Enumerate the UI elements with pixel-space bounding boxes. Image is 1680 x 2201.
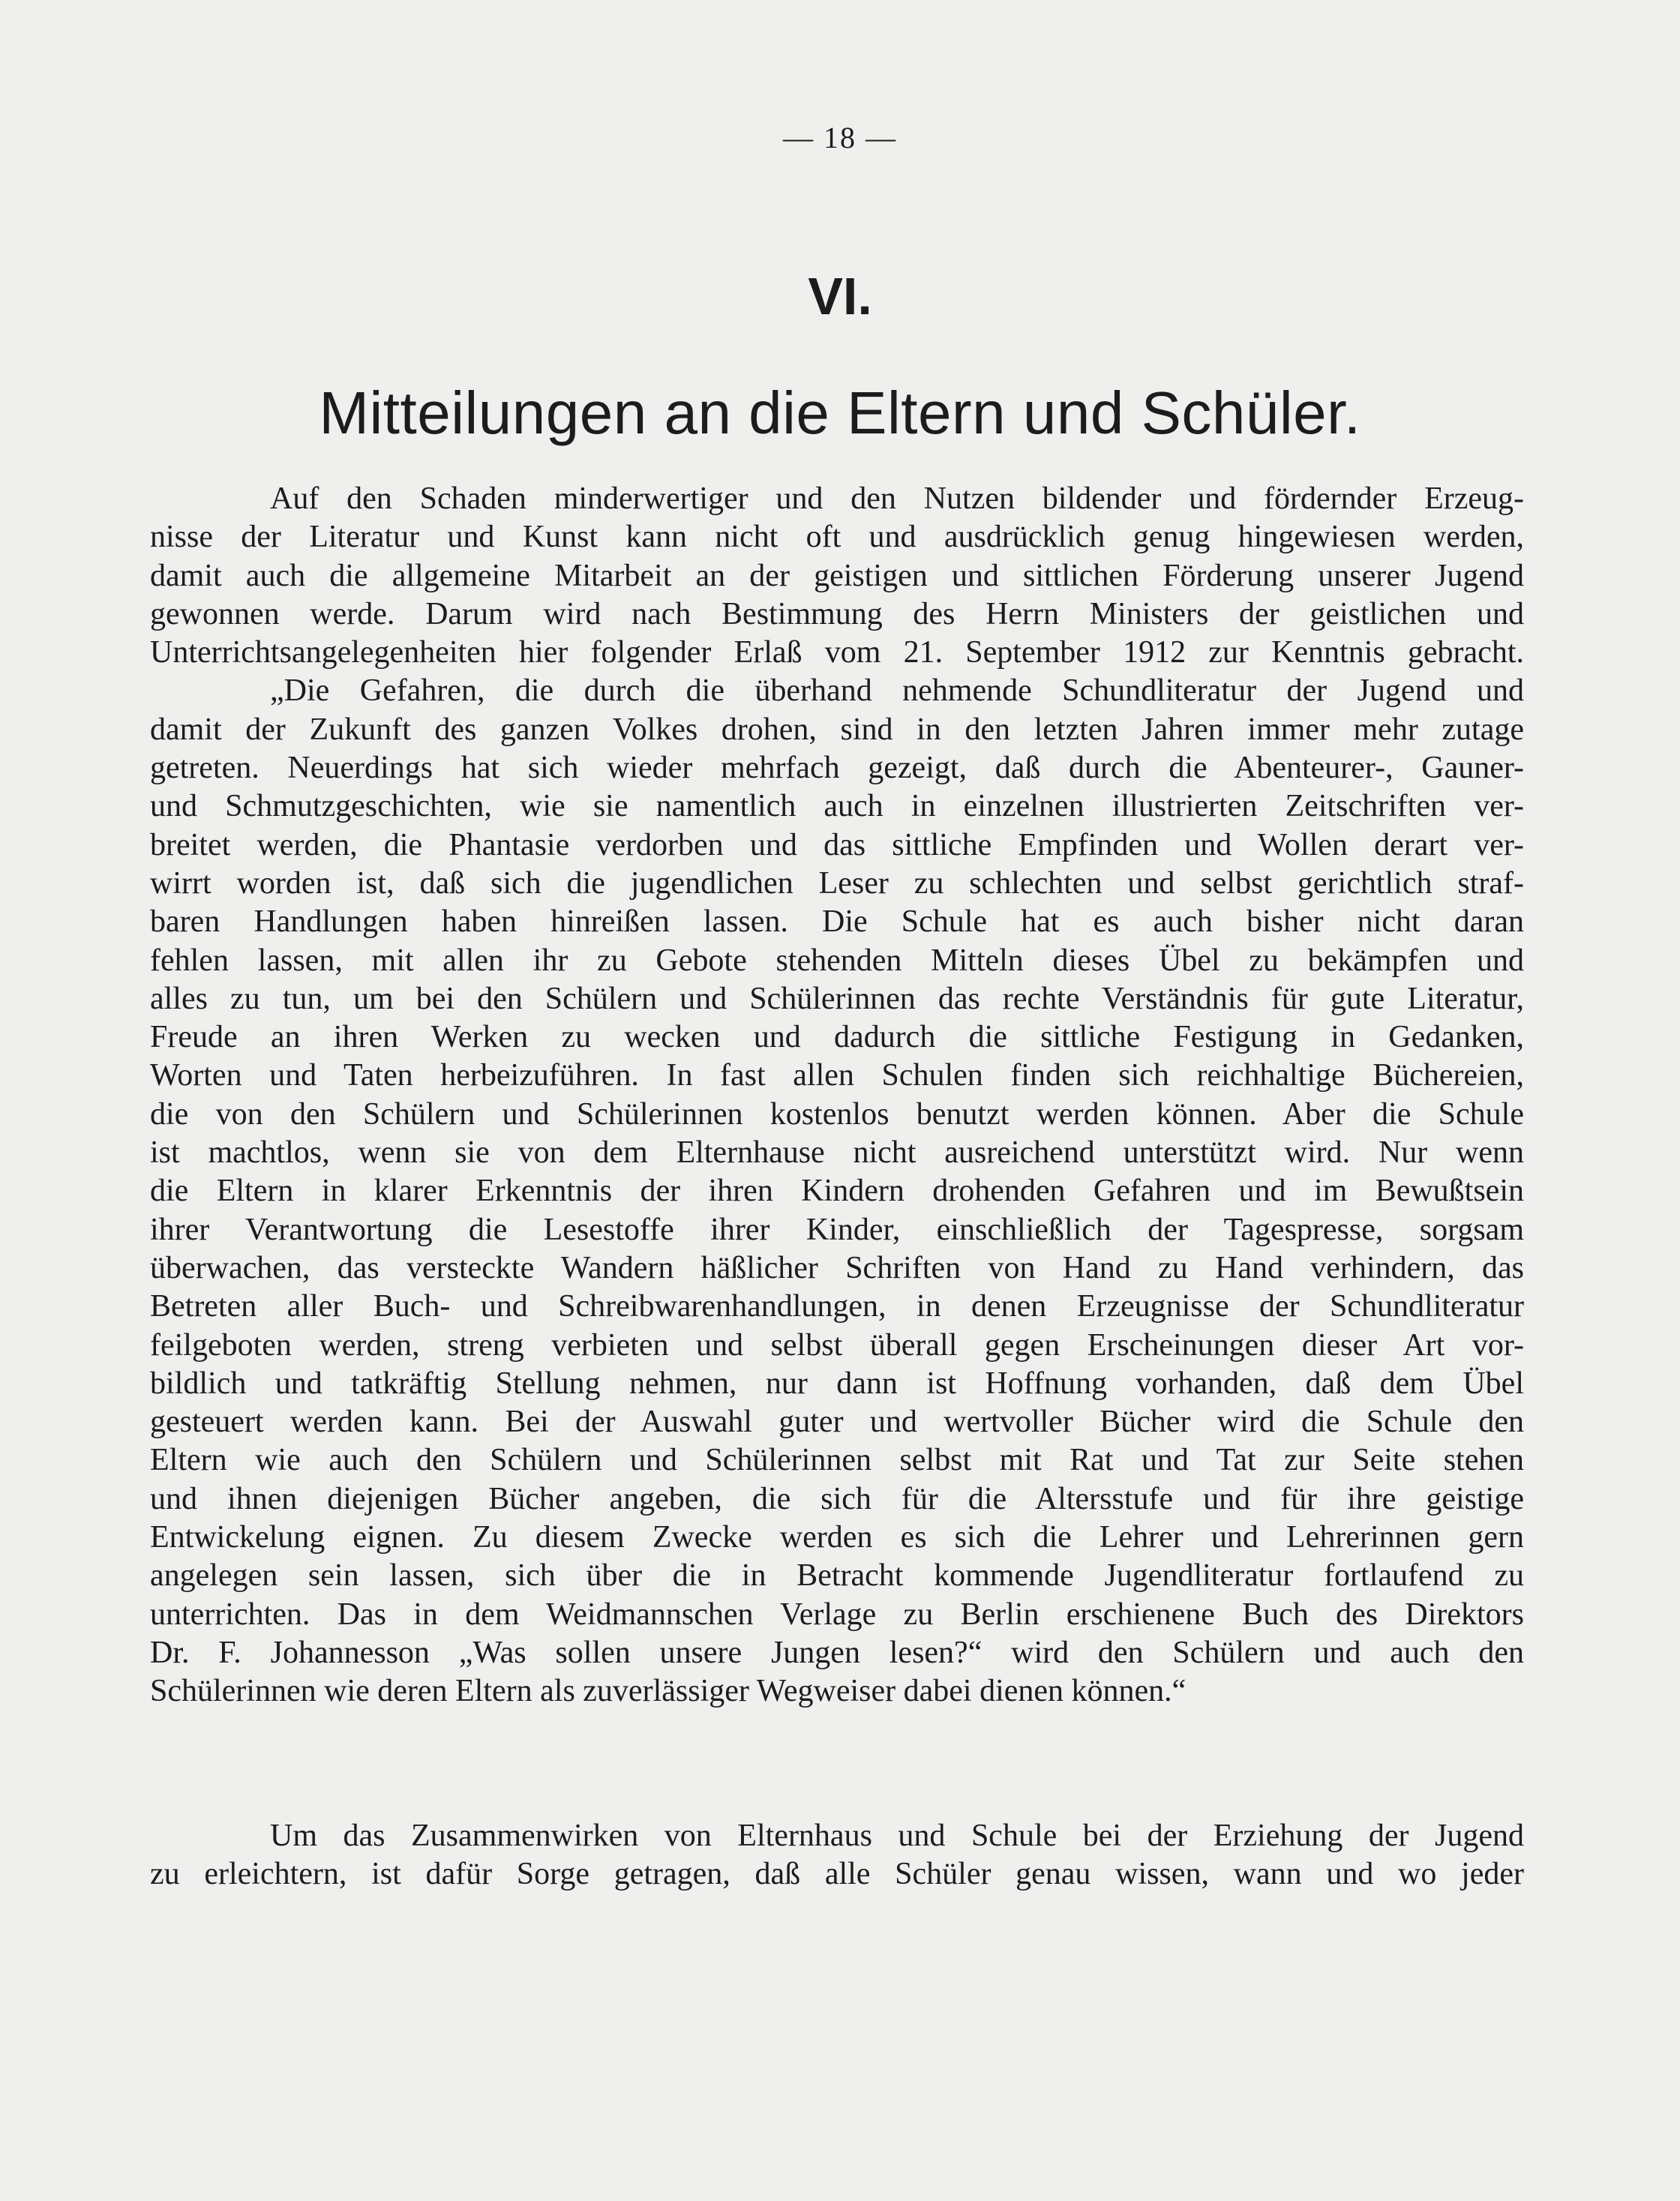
- chapter-title: Mitteilungen an die Eltern und Schüler.: [319, 379, 1361, 446]
- text-line: alles zu tun, um bei den Schülern und Schülerinnen das rechte Verständnis für gute Literatur,: [150, 981, 1524, 1016]
- text-line: ist machtlos, wenn sie von dem Elternhause nicht ausreichend unterstützt wird. Nur wenn: [150, 1135, 1524, 1171]
- text-line: damit der Zukunft des ganzen Volkes drohen, sind in den letzten Jahren immer mehr zutage: [150, 712, 1524, 747]
- page-number: — 18 —: [783, 121, 897, 154]
- paragraph-2: [150, 1817, 1524, 1894]
- text-line: nisse der Literatur und Kunst kann nicht oft und ausdrücklich genug hingewiesen werden,: [150, 520, 1524, 555]
- text-line: Schülerinnen wie deren Eltern als zuverlässiger Wegweiser dabei dienen können.“: [150, 1674, 1186, 1709]
- text-line: Entwickelung eignen. Zu diesem Zwecke werden es sich die Lehrer und Lehrerinnen gern: [150, 1520, 1524, 1555]
- text-line: Dr. F. Johannesson „Was sollen unsere Jungen lesen?“ wird den Schülern und auch den: [150, 1635, 1524, 1670]
- paragraph-1: [150, 480, 1524, 1711]
- text-line: Auf den Schaden minderwertiger und den Nutzen bildender und fördernder Erzeug-: [270, 481, 1524, 516]
- text-line: bildlich und tatkräftig Stellung nehmen, nur dann ist Hoffnung vorhanden, daß dem Übel: [150, 1366, 1524, 1401]
- text-line: breitet werden, die Phantasie verdorben und das sittliche Empfinden und Wollen derart ver-: [150, 827, 1524, 862]
- text-line: Um das Zusammenwirken von Elternhaus und Schule bei der Erziehung der Jugend: [270, 1819, 1524, 1853]
- text-line: fehlen lassen, mit allen ihr zu Gebote stehenden Mitteln dieses Übel zu bekämpfen und: [150, 943, 1524, 978]
- text-line: wirrt worden ist, daß sich die jugendlichen Leser zu schlechten und selbst gerichtlich straf-: [150, 865, 1524, 901]
- text-line: „Die Gefahren, die durch die überhand nehmende Schundliteratur der Jugend und: [270, 673, 1524, 709]
- text-line: gesteuert werden kann. Bei der Auswahl guter und wertvoller Bücher wird die Schule den: [150, 1405, 1524, 1440]
- text-line: überwachen, das versteckte Wandern häßlicher Schriften von Hand zu Hand verhindern, das: [150, 1250, 1524, 1285]
- text-line: und ihnen diejenigen Bücher angeben, die sich für die Altersstufe und für ihre geistige: [150, 1481, 1524, 1516]
- text-line: unterrichten. Das in dem Weidmannschen Verlage zu Berlin erschienene Buch des Direktors: [150, 1597, 1524, 1632]
- text-line: ihrer Verantwortung die Lesestoffe ihrer Kinder, einschließlich der Tagespresse, sorgsam: [150, 1212, 1524, 1247]
- text-line: getreten. Neuerdings hat sich wieder mehrfach gezeigt, daß durch die Abenteurer-, Gauner-: [150, 751, 1524, 786]
- text-line: Eltern wie auch den Schülern und Schülerinnen selbst mit Rat und Tat zur Seite stehen: [150, 1443, 1524, 1478]
- chapter-numeral: VI.: [808, 267, 872, 325]
- text-line: feilgeboten werden, streng verbieten und selbst überall gegen Erscheinungen dieser Art vor-: [150, 1327, 1524, 1363]
- text-line: damit auch die allgemeine Mitarbeit an der geistigen und sittlichen Förderung unserer Jugend: [150, 558, 1524, 593]
- text-line: Betreten aller Buch- und Schreibwarenhandlungen, in denen Erzeugnisse der Schundliteratur: [150, 1289, 1524, 1324]
- text-line: Unterrichtsangelegenheiten hier folgender Erlaß vom 21. September 1912 zur Kenntnis gebracht.: [150, 635, 1524, 670]
- text-line: baren Handlungen haben hinreißen lassen. Die Schule hat es auch bisher nicht daran: [150, 904, 1524, 940]
- text-line: die von den Schülern und Schülerinnen kostenlos benutzt werden können. Aber die Schule: [150, 1096, 1524, 1132]
- text-line: die Eltern in klarer Erkenntnis der ihren Kindern drohenden Gefahren und im Bewußtsein: [150, 1174, 1524, 1209]
- text-line: und Schmutzgeschichten, wie sie namentlich auch in einzelnen illustrierten Zeitschriften ver-: [150, 789, 1524, 824]
- text-line: gewonnen werde. Darum wird nach Bestimmung des Herrn Ministers der geistlichen und: [150, 596, 1524, 631]
- text-line: Freude an ihren Werken zu wecken und dadurch die sittliche Festigung in Gedanken,: [150, 1020, 1524, 1055]
- text-line: zu erleichtern, ist dafür Sorge getragen, daß alle Schüler genau wissen, wann und wo jeder: [150, 1857, 1524, 1892]
- text-line: Worten und Taten herbeizuführen. In fast allen Schulen finden sich reichhaltige Büchereien,: [150, 1058, 1524, 1093]
- text-line: angelegen sein lassen, sich über die in Betracht kommende Jugendliteratur fortlaufend zu: [150, 1558, 1524, 1594]
